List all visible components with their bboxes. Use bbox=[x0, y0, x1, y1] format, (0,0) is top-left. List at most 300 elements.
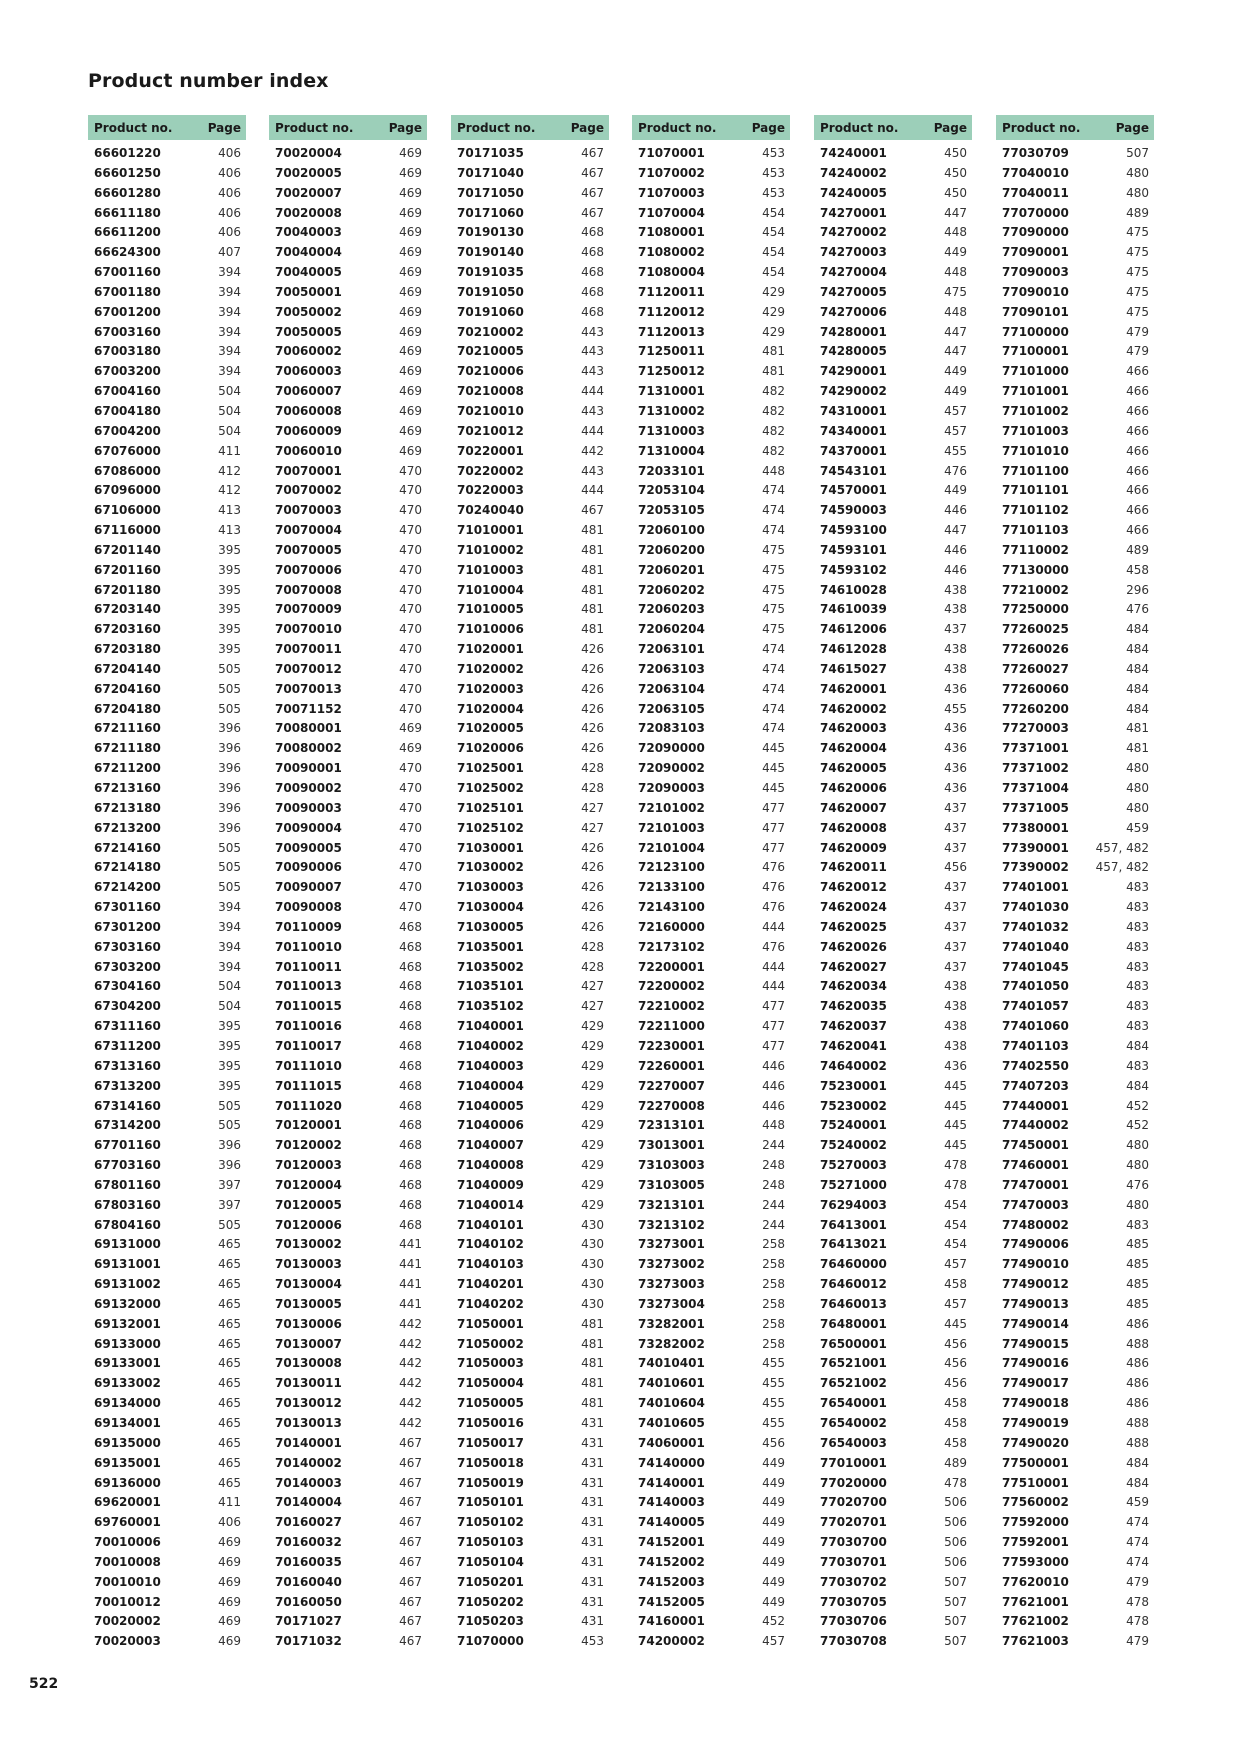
page-reference: 406 bbox=[218, 185, 241, 200]
index-row bbox=[996, 640, 1154, 660]
page-reference: 467 bbox=[399, 1435, 422, 1450]
index-row bbox=[632, 938, 790, 958]
product-number: 77270003 bbox=[1002, 721, 1069, 736]
product-number: 77621001 bbox=[1002, 1594, 1069, 1609]
index-row bbox=[451, 1474, 609, 1494]
product-number: 66611200 bbox=[94, 225, 161, 240]
page-reference: 449 bbox=[762, 1515, 785, 1530]
index-row bbox=[451, 680, 609, 700]
product-number: 74290002 bbox=[820, 384, 887, 399]
index-row bbox=[88, 1553, 246, 1573]
page-reference: 465 bbox=[218, 1277, 241, 1292]
page-reference: 411 bbox=[218, 1495, 241, 1510]
page-reference: 429 bbox=[581, 1038, 604, 1053]
product-number: 70220001 bbox=[457, 443, 524, 458]
page-reference: 431 bbox=[581, 1554, 604, 1569]
page-reference: 441 bbox=[399, 1296, 422, 1311]
product-number: 70050001 bbox=[275, 284, 342, 299]
product-number: 77371001 bbox=[1002, 741, 1069, 756]
product-number: 71025101 bbox=[457, 800, 524, 815]
index-row bbox=[269, 1097, 427, 1117]
index-row bbox=[88, 1612, 246, 1632]
index-row bbox=[632, 1136, 790, 1156]
header-product: Product no. bbox=[94, 120, 173, 135]
product-number: 77371004 bbox=[1002, 781, 1069, 795]
page-reference: 474 bbox=[762, 483, 785, 498]
product-number: 71050019 bbox=[457, 1475, 524, 1490]
index-row bbox=[632, 918, 790, 938]
product-number: 77030702 bbox=[820, 1574, 887, 1589]
index-row bbox=[269, 1335, 427, 1355]
product-number: 77040010 bbox=[1002, 165, 1069, 180]
page-reference: 475 bbox=[1126, 225, 1149, 240]
product-number: 77090000 bbox=[1002, 225, 1069, 240]
index-row bbox=[814, 283, 972, 303]
page-reference: 394 bbox=[218, 265, 241, 280]
product-number: 70070005 bbox=[275, 542, 342, 557]
page-reference: 484 bbox=[1126, 681, 1149, 696]
page-reference: 470 bbox=[399, 681, 422, 696]
index-row bbox=[88, 541, 246, 561]
index-row bbox=[996, 1235, 1154, 1255]
product-number: 74370001 bbox=[820, 443, 887, 458]
product-number: 72060203 bbox=[638, 602, 705, 617]
page-reference: 456 bbox=[944, 1336, 967, 1351]
product-number: 74620027 bbox=[820, 959, 887, 974]
index-row bbox=[814, 1573, 972, 1593]
page-reference: 488 bbox=[1126, 1416, 1149, 1430]
page-reference: 480 bbox=[1126, 185, 1149, 200]
page-reference: 488 bbox=[1126, 1435, 1149, 1450]
index-row bbox=[996, 462, 1154, 482]
page-reference: 458 bbox=[944, 1277, 967, 1292]
product-number: 70171035 bbox=[457, 146, 524, 160]
page-reference: 437 bbox=[944, 800, 967, 815]
page-reference: 436 bbox=[944, 681, 967, 696]
product-number: 71070004 bbox=[638, 205, 705, 220]
index-column bbox=[451, 115, 609, 1652]
page-reference: 507 bbox=[944, 1634, 967, 1649]
index-row bbox=[632, 204, 790, 224]
index-row bbox=[88, 700, 246, 720]
page-reference: 429 bbox=[762, 284, 785, 299]
column-header bbox=[451, 115, 609, 140]
page-reference: 470 bbox=[399, 562, 422, 577]
index-row bbox=[632, 481, 790, 501]
index-row bbox=[269, 144, 427, 164]
product-number: 72033101 bbox=[638, 463, 705, 478]
index-row bbox=[632, 1553, 790, 1573]
index-row bbox=[269, 1216, 427, 1236]
product-number: 77030700 bbox=[820, 1535, 887, 1550]
product-number: 70130002 bbox=[275, 1237, 342, 1252]
page-reference: 475 bbox=[944, 284, 967, 299]
index-row bbox=[88, 561, 246, 581]
page-reference: 484 bbox=[1126, 622, 1149, 637]
index-row bbox=[996, 739, 1154, 759]
index-row bbox=[996, 1612, 1154, 1632]
product-number: 67203180 bbox=[94, 642, 161, 657]
product-number: 67311200 bbox=[94, 1038, 161, 1053]
product-number: 67004160 bbox=[94, 384, 161, 399]
page-reference: 506 bbox=[944, 1515, 967, 1530]
product-number: 72063101 bbox=[638, 642, 705, 657]
index-row bbox=[269, 462, 427, 482]
page-reference: 467 bbox=[581, 146, 604, 160]
index-row bbox=[451, 1295, 609, 1315]
index-row bbox=[996, 1632, 1154, 1652]
page-reference: 455 bbox=[944, 701, 967, 716]
page-reference: 412 bbox=[218, 463, 241, 478]
product-number: 74620011 bbox=[820, 860, 887, 875]
page-reference: 481 bbox=[581, 622, 604, 637]
product-number: 67106000 bbox=[94, 503, 161, 518]
index-row bbox=[88, 1414, 246, 1434]
page-reference: 468 bbox=[581, 225, 604, 240]
product-number: 72060204 bbox=[638, 622, 705, 637]
index-row bbox=[88, 1295, 246, 1315]
page-reference: 443 bbox=[581, 403, 604, 418]
page-reference: 470 bbox=[399, 900, 422, 915]
product-number: 71020004 bbox=[457, 701, 524, 716]
product-number: 74543101 bbox=[820, 463, 887, 478]
product-number: 67303200 bbox=[94, 959, 161, 974]
index-row bbox=[451, 1414, 609, 1434]
product-number: 71040002 bbox=[457, 1038, 524, 1053]
product-number: 74140005 bbox=[638, 1515, 705, 1530]
product-number: 73103003 bbox=[638, 1158, 705, 1173]
page-reference: 258 bbox=[762, 1336, 785, 1351]
page-reference: 457 bbox=[944, 1296, 967, 1311]
product-number: 70171027 bbox=[275, 1614, 342, 1629]
page-reference: 442 bbox=[399, 1396, 422, 1411]
index-row bbox=[88, 680, 246, 700]
product-number: 75230002 bbox=[820, 1098, 887, 1113]
product-number: 70130013 bbox=[275, 1416, 342, 1430]
product-number: 70090002 bbox=[275, 781, 342, 795]
product-number: 69131000 bbox=[94, 1237, 161, 1252]
index-row bbox=[451, 1335, 609, 1355]
product-number: 70060002 bbox=[275, 344, 342, 359]
product-number: 70070006 bbox=[275, 562, 342, 577]
product-number: 77090003 bbox=[1002, 265, 1069, 280]
index-row bbox=[632, 779, 790, 799]
index-row bbox=[88, 283, 246, 303]
page-reference: 478 bbox=[1126, 1614, 1149, 1629]
page-reference: 468 bbox=[581, 245, 604, 260]
page-reference: 468 bbox=[399, 1158, 422, 1173]
page-reference: 426 bbox=[581, 681, 604, 696]
index-row bbox=[451, 184, 609, 204]
page-reference: 474 bbox=[1126, 1554, 1149, 1569]
index-row bbox=[451, 759, 609, 779]
product-number: 74140001 bbox=[638, 1475, 705, 1490]
index-row bbox=[632, 1513, 790, 1533]
index-row bbox=[632, 1295, 790, 1315]
page-reference: 406 bbox=[218, 1515, 241, 1530]
page-reference: 478 bbox=[944, 1158, 967, 1173]
product-number: 67213160 bbox=[94, 781, 161, 795]
page-reference: 454 bbox=[762, 205, 785, 220]
index-row bbox=[269, 938, 427, 958]
product-number: 70070008 bbox=[275, 582, 342, 597]
page-reference: 446 bbox=[944, 542, 967, 557]
index-row bbox=[996, 1315, 1154, 1335]
page-reference: 488 bbox=[1126, 1336, 1149, 1351]
product-number: 72060202 bbox=[638, 582, 705, 597]
product-number: 77101100 bbox=[1002, 463, 1069, 478]
page-reference: 394 bbox=[218, 919, 241, 934]
product-number: 70020002 bbox=[94, 1614, 161, 1629]
page-reference: 467 bbox=[399, 1455, 422, 1470]
product-number: 69620001 bbox=[94, 1495, 161, 1510]
index-row bbox=[814, 938, 972, 958]
page-reference: 437 bbox=[944, 820, 967, 835]
index-row bbox=[269, 581, 427, 601]
product-number: 74140003 bbox=[638, 1495, 705, 1510]
index-row bbox=[814, 382, 972, 402]
index-row bbox=[814, 1335, 972, 1355]
page-reference: 478 bbox=[944, 1475, 967, 1490]
page-reference: 444 bbox=[581, 384, 604, 399]
product-number: 72200001 bbox=[638, 959, 705, 974]
page-reference: 442 bbox=[399, 1336, 422, 1351]
index-row bbox=[88, 164, 246, 184]
page-reference: 468 bbox=[581, 284, 604, 299]
product-number: 71050202 bbox=[457, 1594, 524, 1609]
index-row bbox=[269, 977, 427, 997]
page-reference: 486 bbox=[1126, 1356, 1149, 1371]
product-number: 71310002 bbox=[638, 403, 705, 418]
page-reference: 445 bbox=[944, 1098, 967, 1113]
index-row bbox=[814, 759, 972, 779]
index-row bbox=[269, 442, 427, 462]
page-reference: 431 bbox=[581, 1515, 604, 1530]
product-number: 75240002 bbox=[820, 1138, 887, 1153]
index-row bbox=[88, 620, 246, 640]
index-row bbox=[996, 144, 1154, 164]
index-row bbox=[632, 164, 790, 184]
product-number: 74280001 bbox=[820, 324, 887, 339]
index-row bbox=[814, 600, 972, 620]
page-reference: 394 bbox=[218, 344, 241, 359]
page-reference: 474 bbox=[762, 701, 785, 716]
page-reference: 483 bbox=[1126, 1019, 1149, 1034]
header-product: Product no. bbox=[638, 120, 717, 135]
index-row bbox=[632, 600, 790, 620]
page-reference: 469 bbox=[218, 1535, 241, 1550]
product-number: 72200002 bbox=[638, 979, 705, 994]
page-reference: 431 bbox=[581, 1594, 604, 1609]
index-row bbox=[814, 164, 972, 184]
product-number: 72063103 bbox=[638, 661, 705, 676]
product-number: 74620009 bbox=[820, 840, 887, 855]
product-number: 71310003 bbox=[638, 423, 705, 438]
index-row bbox=[451, 1553, 609, 1573]
page-reference: 504 bbox=[218, 979, 241, 994]
product-number: 67204180 bbox=[94, 701, 161, 716]
page-reference: 457, 482 bbox=[1095, 860, 1149, 875]
index-row bbox=[996, 1216, 1154, 1236]
page-reference: 437 bbox=[944, 900, 967, 915]
page-reference: 426 bbox=[581, 701, 604, 716]
index-row bbox=[269, 481, 427, 501]
index-row bbox=[632, 700, 790, 720]
page-reference: 474 bbox=[762, 642, 785, 657]
product-number: 67801160 bbox=[94, 1177, 161, 1192]
page-reference: 474 bbox=[762, 721, 785, 736]
page-reference: 449 bbox=[762, 1495, 785, 1510]
page-reference: 394 bbox=[218, 284, 241, 299]
product-number: 71040008 bbox=[457, 1158, 524, 1173]
product-number: 71025002 bbox=[457, 781, 524, 795]
index-row bbox=[632, 1315, 790, 1335]
page-reference: 468 bbox=[399, 1058, 422, 1073]
index-row bbox=[451, 164, 609, 184]
index-row bbox=[632, 739, 790, 759]
page-reference: 459 bbox=[1126, 1495, 1149, 1510]
product-number: 67096000 bbox=[94, 483, 161, 498]
index-row bbox=[451, 1116, 609, 1136]
page-reference: 452 bbox=[1126, 1098, 1149, 1113]
page-reference: 474 bbox=[762, 681, 785, 696]
product-number: 72063104 bbox=[638, 681, 705, 696]
index-row bbox=[451, 1136, 609, 1156]
product-number: 67301200 bbox=[94, 919, 161, 934]
index-row bbox=[269, 223, 427, 243]
index-row bbox=[814, 858, 972, 878]
page-reference: 467 bbox=[581, 205, 604, 220]
index-row bbox=[451, 521, 609, 541]
page-reference: 437 bbox=[944, 939, 967, 954]
page-reference: 507 bbox=[944, 1574, 967, 1589]
index-row bbox=[996, 243, 1154, 263]
page-reference: 431 bbox=[581, 1455, 604, 1470]
page-reference: 446 bbox=[944, 503, 967, 518]
page-reference: 454 bbox=[944, 1197, 967, 1212]
column-header bbox=[269, 115, 427, 140]
index-row bbox=[632, 342, 790, 362]
product-number: 67201160 bbox=[94, 562, 161, 577]
product-number: 71010001 bbox=[457, 523, 524, 538]
product-number: 77402550 bbox=[1002, 1058, 1069, 1073]
product-number: 70020007 bbox=[275, 185, 342, 200]
page-reference: 465 bbox=[218, 1316, 241, 1331]
index-row bbox=[451, 1394, 609, 1414]
page-reference: 394 bbox=[218, 939, 241, 954]
page-reference: 474 bbox=[762, 503, 785, 518]
header-page: Page bbox=[388, 120, 422, 135]
page-reference: 475 bbox=[762, 582, 785, 597]
product-number: 67211160 bbox=[94, 721, 161, 736]
index-row bbox=[269, 164, 427, 184]
product-number: 74610039 bbox=[820, 602, 887, 617]
index-row bbox=[814, 323, 972, 343]
index-row bbox=[88, 342, 246, 362]
product-number: 67311160 bbox=[94, 1019, 161, 1034]
page-reference: 480 bbox=[1126, 781, 1149, 795]
product-number: 74620035 bbox=[820, 999, 887, 1014]
page-reference: 482 bbox=[762, 443, 785, 458]
product-number: 74612006 bbox=[820, 622, 887, 637]
page-reference: 467 bbox=[581, 185, 604, 200]
page-reference: 465 bbox=[218, 1356, 241, 1371]
index-row bbox=[996, 1116, 1154, 1136]
page-reference: 466 bbox=[1126, 483, 1149, 498]
page-reference: 466 bbox=[1126, 523, 1149, 538]
product-number: 70210010 bbox=[457, 403, 524, 418]
product-number: 71040201 bbox=[457, 1277, 524, 1292]
index-row bbox=[632, 1533, 790, 1553]
page-reference: 449 bbox=[762, 1455, 785, 1470]
index-row bbox=[996, 1037, 1154, 1057]
index-row bbox=[632, 1394, 790, 1414]
page-reference: 448 bbox=[944, 225, 967, 240]
page-reference: 470 bbox=[399, 582, 422, 597]
page-reference: 244 bbox=[762, 1197, 785, 1212]
product-number: 67304200 bbox=[94, 999, 161, 1014]
page-reference: 449 bbox=[944, 384, 967, 399]
page-reference: 465 bbox=[218, 1435, 241, 1450]
page-reference: 436 bbox=[944, 741, 967, 756]
page-reference: 477 bbox=[762, 1019, 785, 1034]
index-row bbox=[451, 977, 609, 997]
page-reference: 470 bbox=[399, 483, 422, 498]
index-row bbox=[632, 263, 790, 283]
page-reference: 505 bbox=[218, 681, 241, 696]
column-header bbox=[814, 115, 972, 140]
page-reference: 485 bbox=[1126, 1277, 1149, 1292]
page-reference: 481 bbox=[581, 602, 604, 617]
product-number: 74593101 bbox=[820, 542, 887, 557]
page-reference: 485 bbox=[1126, 1237, 1149, 1252]
index-row bbox=[269, 402, 427, 422]
product-number: 77480002 bbox=[1002, 1217, 1069, 1232]
index-row bbox=[814, 700, 972, 720]
index-row bbox=[451, 1315, 609, 1335]
page-reference: 476 bbox=[1126, 1177, 1149, 1192]
product-number: 77040011 bbox=[1002, 185, 1069, 200]
page-reference: 470 bbox=[399, 523, 422, 538]
index-row bbox=[814, 521, 972, 541]
index-row bbox=[814, 1216, 972, 1236]
index-row bbox=[632, 1216, 790, 1236]
index-row bbox=[996, 581, 1154, 601]
header-page: Page bbox=[207, 120, 241, 135]
page-reference: 470 bbox=[399, 661, 422, 676]
index-row bbox=[451, 1196, 609, 1216]
product-number: 70190130 bbox=[457, 225, 524, 240]
product-number: 67803160 bbox=[94, 1197, 161, 1212]
index-row bbox=[451, 858, 609, 878]
page-reference: 483 bbox=[1126, 979, 1149, 994]
product-number: 67004200 bbox=[94, 423, 161, 438]
product-number: 70060008 bbox=[275, 403, 342, 418]
index-row bbox=[814, 501, 972, 521]
index-row bbox=[632, 858, 790, 878]
product-number: 77101102 bbox=[1002, 503, 1069, 518]
index-row bbox=[814, 1374, 972, 1394]
index-row bbox=[88, 938, 246, 958]
product-number: 77593000 bbox=[1002, 1554, 1069, 1569]
page-reference: 258 bbox=[762, 1277, 785, 1292]
page-reference: 426 bbox=[581, 840, 604, 855]
index-row bbox=[451, 640, 609, 660]
page-reference: 396 bbox=[218, 741, 241, 756]
page-reference: 446 bbox=[762, 1098, 785, 1113]
index-row bbox=[88, 1573, 246, 1593]
index-row bbox=[269, 898, 427, 918]
